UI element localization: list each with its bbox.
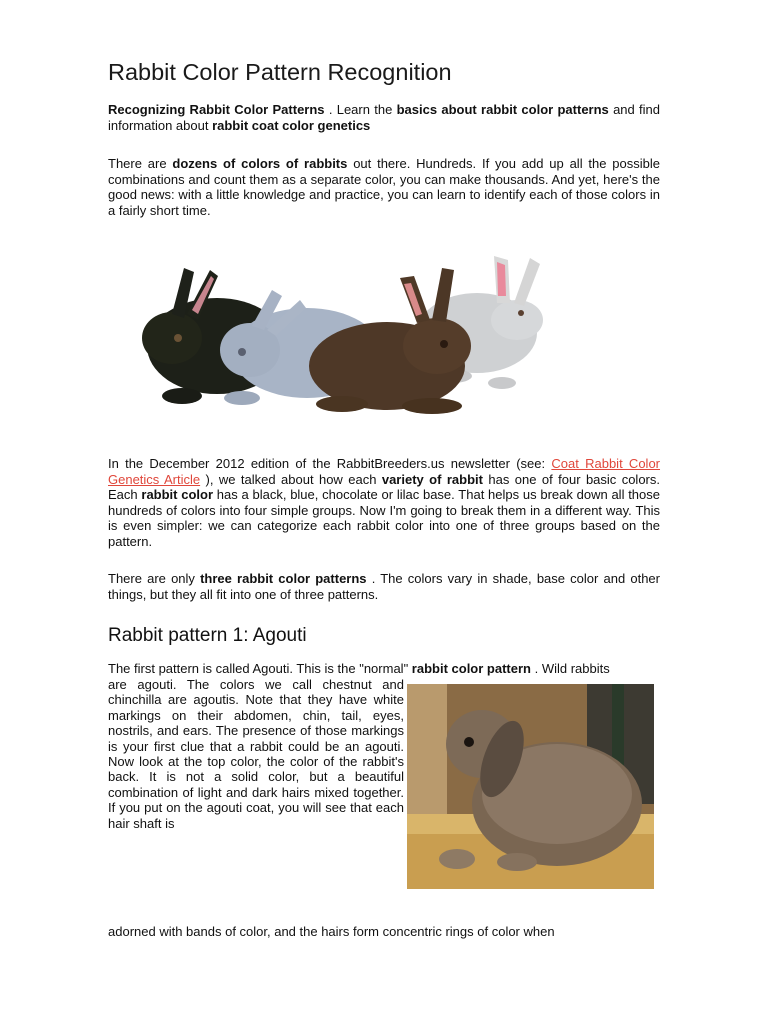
para3-text-1: There are only [108, 571, 201, 586]
paragraph-agouti-wrapped: are agouti. The colors we call chestnut and chinchilla are agoutis. Note that they have white markings on their abdomen, chin, tail, eyes, nostrils, and ears. The presence of those markings is your first clue that a rabbit could be an agouti. Now look at the top color, the color of the rabbit's back. It is not a solid color, but a beautiful combination of light and dark hairs mixed together. If you put on the agouti coat, you will see that each hair shaft is [108, 677, 404, 831]
para3-text-2: . The colors vary in shade, base color and other things, but they all fit into one of three patterns. [108, 571, 660, 602]
intro-bold-1: Recognizing Rabbit Color Patterns [108, 102, 325, 117]
paragraph-dozens [108, 156, 660, 218]
coat-genetics-article-link[interactable]: Coat Rabbit Color Genetics Article [108, 456, 661, 487]
para3-bold-1: three rabbit color patterns [200, 571, 367, 586]
para4-text-2: . Wild rabbits [530, 661, 610, 676]
para1-text-1: There are [108, 156, 173, 171]
paragraph-three-patterns [108, 571, 660, 602]
para2-text-1: In the December 2012 edition of the RabbitBreeders.us newsletter (see: [108, 456, 552, 471]
para1-text-2: out there. Hundreds. If you add up all the possible combinations and count them as a separate color, you can make thousands. And yet, here's the good news: with a little knowledge and practice, you can learn to identify each of those colors in a fairly short time. [108, 156, 660, 218]
paragraph-december-2012 [108, 456, 660, 550]
para2-bold-2: rabbit color [141, 487, 214, 503]
intro-text-1: . Learn the [324, 102, 397, 117]
intro-text-2: and find information about [108, 102, 660, 133]
intro-bold-3: rabbit coat color genetics [212, 117, 371, 133]
paragraph-agouti-first-line [108, 661, 660, 677]
four-rabbits-illustration [132, 248, 552, 420]
page-title: Rabbit Color Pattern Recognition [108, 59, 452, 85]
last-line-text: adorned with bands of color, and the hairs form concentric rings of color when [108, 924, 555, 939]
para4-bold-1: rabbit color pattern [411, 661, 531, 676]
section-heading-agouti: Rabbit pattern 1: Agouti [108, 625, 307, 646]
para4-text-1: The first pattern is called Agouti. This is the "normal" [108, 661, 412, 676]
intro-bold-2: basics about rabbit color patterns [396, 102, 609, 117]
chocolate-rabbit-figure [309, 268, 471, 414]
para2-text-3: has one of four basic colors. Each [108, 471, 660, 503]
para2-bold-1: variety of rabbit [381, 471, 483, 487]
para2-text-2: ), we talked about how each [200, 471, 382, 487]
para1-bold-1: dozens of colors of rabbits [172, 156, 348, 171]
para2-text-4: has a black, blue, chocolate or lilac base. That helps us break down all those hundreds of colors into four simple groups. Now I'm going to break them in a different way. This is even simpler: we can categorize each rabbit color into one of three groups based on the pattern. [108, 487, 661, 549]
agouti-rabbit-photo [407, 684, 654, 889]
intro-paragraph [108, 102, 660, 133]
